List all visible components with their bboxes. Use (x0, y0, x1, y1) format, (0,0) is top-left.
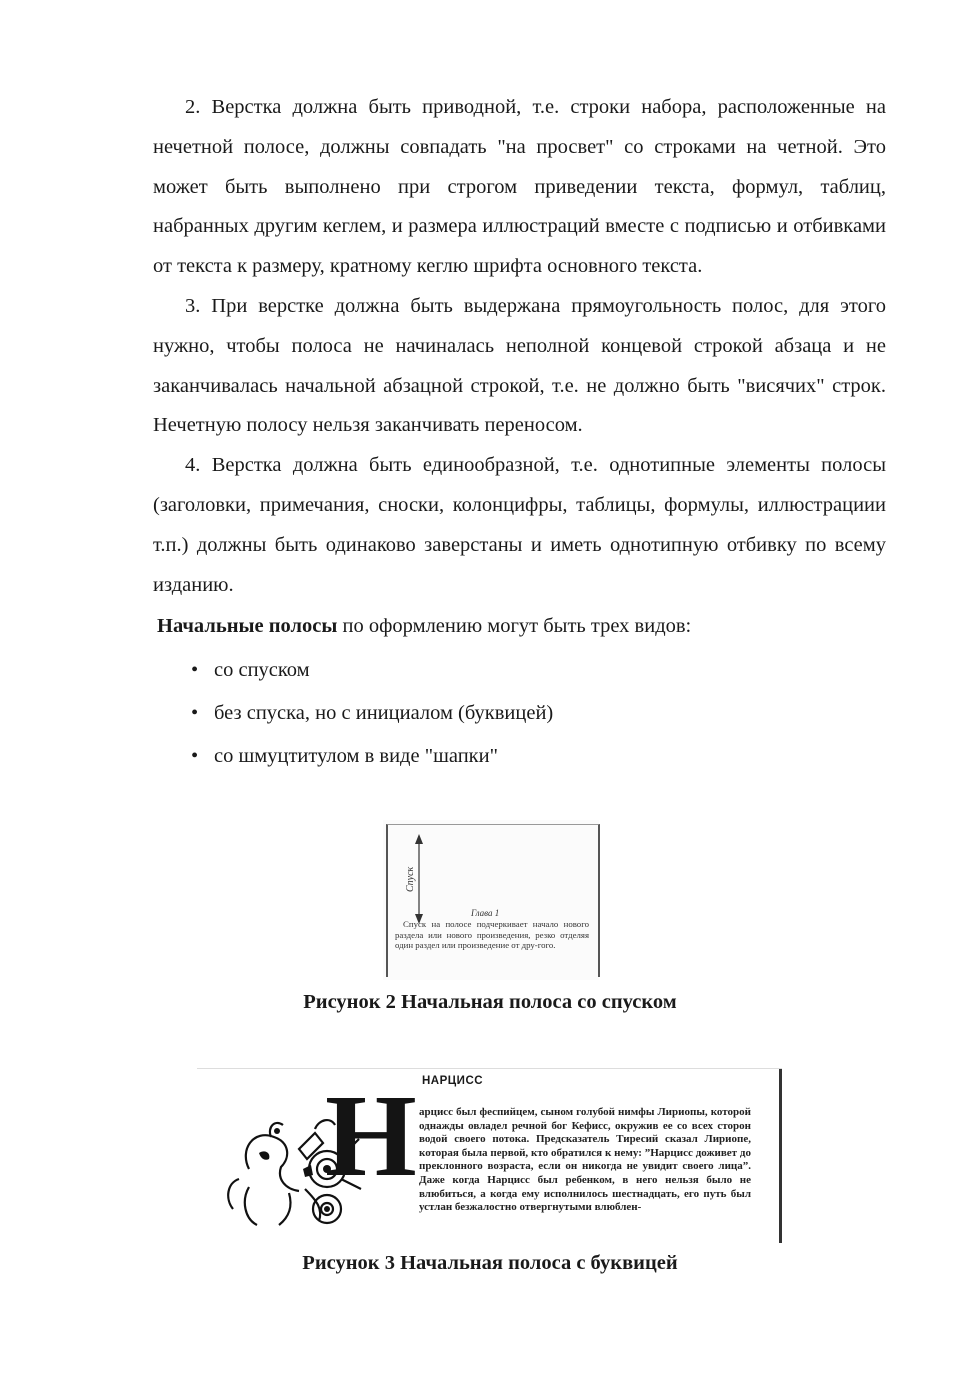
list-item (191, 692, 886, 735)
figure-3-text: арцисс был феспийцем, сыном голубой нимфы Лириопы, которой однажды овладел речной бог Кефисс, окружив ее со всех сторон водой своего потока. Предсказатель Тиресий сказал Лириопе, которая была первой, кто обратился к нему: ”Нарцисс доживет до преклонного возраста, если он никогда не увидит своего лица”. Даже когда Нарцисс был ребенком, в него нельзя было не влюбиться, а когда ему исполнилось шестнадцать, его путь был устлан безжалостно отвергнутыми влюблен- (419, 1106, 751, 1214)
figure-2-chapter: Глава 1 (471, 908, 500, 918)
list-item (191, 649, 886, 692)
figure-3-edge (779, 1069, 782, 1243)
bullet-list (153, 649, 886, 778)
list-item-text: со шмуцтитулом в виде "шапки" (214, 745, 498, 768)
figure-2-side-label: Спуск (405, 866, 416, 892)
main-text (153, 88, 886, 778)
list-item-text: без спуска, но с инициалом (буквицей) (214, 702, 554, 725)
paragraph-2: 2. Верстка должна быть приводной, т.е. строки набора, расположенные на нечетной полосе, должны совпадать "на просвет" со строками на четной. Это может быть выполнено при строгом приведении текста, формул, таблиц, набранных другим кеглем, и размера иллюстраций вместе с подписью и отбивками от текста к размеру, кратному кеглю шрифта основного текста. (153, 96, 886, 278)
bullet-icon: • (191, 702, 199, 725)
figure-3-title: НАРЦИСС (422, 1075, 484, 1087)
bullet-icon: • (191, 659, 199, 682)
bullet-icon: • (191, 745, 199, 768)
lead-rest: по оформлению могут быть трех видов: (337, 615, 692, 638)
list-item (191, 735, 886, 778)
figure-2-caption: Рисунок 2 Начальная полоса со спуском (303, 991, 677, 1013)
paragraph-3: 3. При верстке должна быть выдержана прямоугольность полос, для этого нужно, чтобы полоса не начиналась неполной концевой строкой абзаца и не заканчивалась начальной абзацной строкой, т.е. не должно быть "висячих" строк. Нечетную полосу нельзя заканчивать переносом. (153, 294, 886, 437)
figure-2-text: Спуск на полосе подчеркивает начало нового раздела или нового произведения, резко отделяя один раздел или произведение от дру-гого. (395, 919, 589, 951)
figure-2-image (383, 820, 599, 980)
lead-sentence (153, 607, 886, 647)
list-item-text: со спуском (214, 659, 310, 682)
drop-cap-initial: Н (325, 1070, 417, 1201)
figure-3-caption: Рисунок 3 Начальная полоса с буквицей (302, 1252, 678, 1274)
lead-bold-term: Начальные полосы (157, 615, 338, 638)
paragraph-4: 4. Верстка должна быть единообразной, т.е. однотипные элементы полосы (заголовки, примечания, сноски, колонцифры, таблицы, формулы, иллюстрациии т.п.) должны быть одинаково заверстаны и иметь однотипную отбивку по всему изданию. (153, 454, 886, 596)
figure-3-image (197, 1068, 782, 1243)
